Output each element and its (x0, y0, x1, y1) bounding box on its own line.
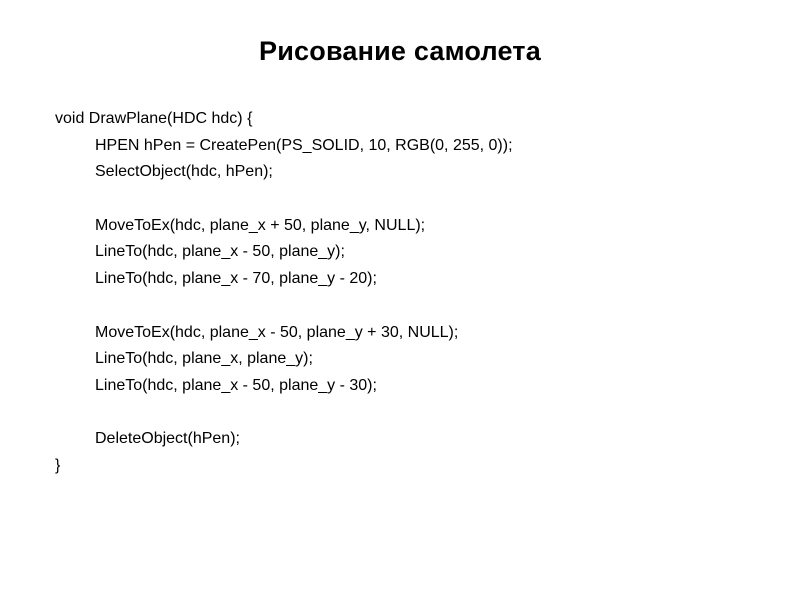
code-line-blank (55, 293, 513, 320)
code-line: LineTo(hdc, plane_x - 50, plane_y); (95, 243, 345, 261)
code-line: LineTo(hdc, plane_x, plane_y); (95, 350, 313, 368)
code-block (55, 106, 513, 480)
code-line: } (55, 456, 61, 474)
code-line-blank (55, 400, 513, 427)
code-line: SelectObject(hdc, hPen); (95, 163, 273, 181)
code-line: LineTo(hdc, plane_x - 50, plane_y - 30); (95, 376, 377, 394)
code-line-blank (55, 186, 513, 213)
code-line: void DrawPlane(HDC hdc) { (55, 110, 253, 127)
code-line: MoveToEx(hdc, plane_x - 50, plane_y + 30, NULL); (95, 323, 459, 341)
code-line: HPEN hPen = CreatePen(PS_SOLID, 10, RGB(0, 255, 0)); (95, 136, 513, 154)
code-line: MoveToEx(hdc, plane_x + 50, plane_y, NULL); (95, 216, 426, 234)
slide-title: Рисование самолета (259, 36, 541, 66)
code-line: DeleteObject(hPen); (95, 430, 240, 448)
code-line: LineTo(hdc, plane_x - 70, plane_y - 20); (95, 270, 377, 288)
